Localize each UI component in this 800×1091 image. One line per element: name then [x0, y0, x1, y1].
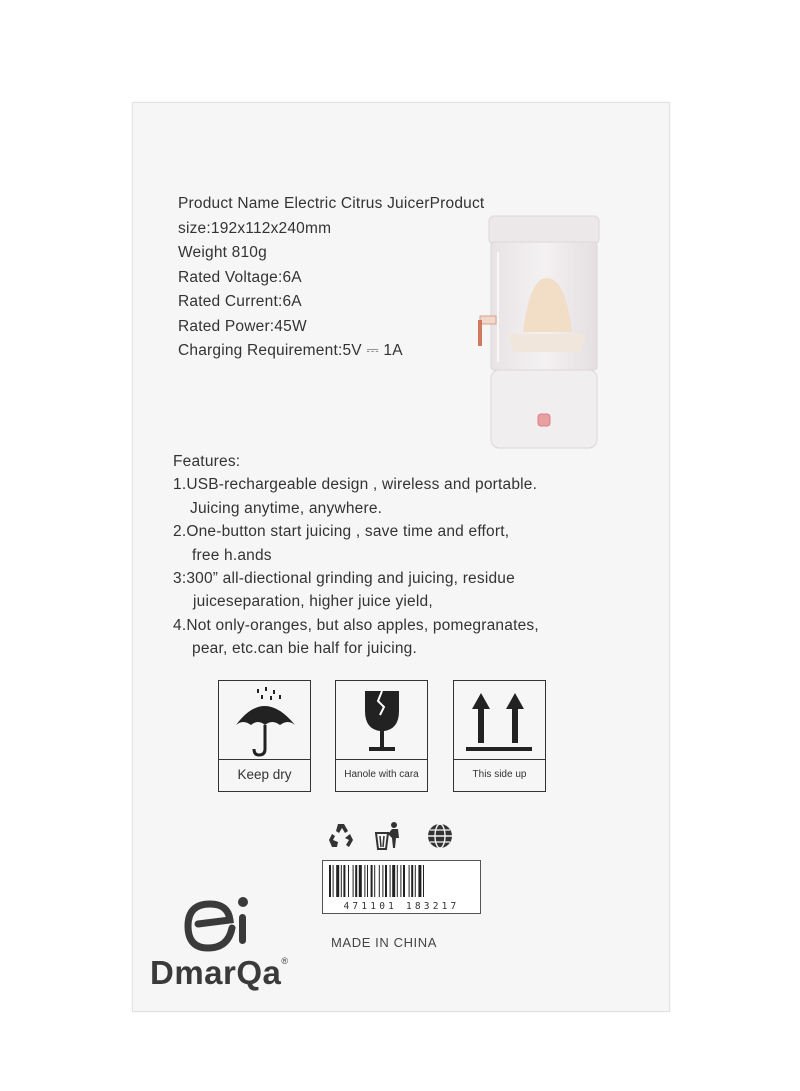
- up-arrows-icon: [454, 681, 545, 759]
- barcode-bar: [355, 865, 357, 897]
- spec-voltage: Rated Voltage:6A: [178, 268, 302, 286]
- feature-4-line-1: 4.Not only-oranges, but also apples, pomegranates,: [173, 616, 539, 634]
- keep-dry-symbol: [218, 680, 311, 792]
- barcode-bar: [348, 865, 349, 897]
- barcode-bar: [418, 865, 421, 897]
- barcode-bar: [364, 865, 365, 897]
- feature-3-line-2: juiceseparation, higher juice yield,: [193, 593, 433, 611]
- registered-mark: ®: [281, 956, 289, 966]
- recycle-icon: [325, 820, 357, 852]
- barcode: [322, 860, 481, 914]
- barcode-bar: [403, 865, 405, 897]
- spec-weight: Weight 810g: [178, 244, 267, 261]
- feature-4-line-2: pear, etc.can bie half for juicing.: [192, 640, 417, 658]
- globe-icon: [424, 820, 456, 852]
- spec-size: size:192x112x240mm: [178, 219, 332, 237]
- made-in-text: MADE IN CHINA: [331, 935, 438, 950]
- barcode-bar: [343, 865, 345, 897]
- this-side-up-symbol: [453, 680, 546, 792]
- keep-dry-label: Keep dry: [219, 759, 310, 792]
- barcode-bar: [333, 865, 334, 897]
- feature-1-line-2: Juicing anytime, anywhere.: [190, 499, 383, 517]
- barcode-bar: [423, 865, 424, 897]
- barcode-bar: [353, 865, 354, 897]
- features-heading: Features:: [173, 453, 241, 470]
- spec-product-name: Product Name Electric Citrus JuicerProduct: [178, 195, 485, 212]
- barcode-bar: [382, 865, 383, 897]
- barcode-bars: [323, 861, 480, 899]
- tidy-bin-icon: [372, 820, 404, 852]
- barcode-bar: [336, 865, 339, 897]
- spec-list: [178, 192, 484, 364]
- this-side-up-label: This side up: [454, 759, 545, 792]
- feature-3-line-1: 3:300” all-diectional grinding and juicing, residue: [173, 570, 515, 588]
- barcode-bar: [392, 865, 395, 897]
- spec-power: Rated Power:45W: [178, 317, 307, 335]
- barcode-bar: [329, 865, 331, 897]
- brand-wordmark: DmarQa: [150, 954, 282, 991]
- fragile-symbol: [335, 680, 428, 792]
- fragile-glass-icon: [336, 681, 427, 759]
- handle-with-care-label: Hanole with cara: [336, 759, 427, 792]
- barcode-bar: [379, 865, 380, 897]
- barcode-bar: [409, 865, 410, 897]
- spec-charging: Charging Requirement:5V ⎓ 1A: [178, 342, 403, 359]
- feature-list: [173, 450, 539, 661]
- brand-logo-mark: [180, 888, 260, 956]
- feature-1-line-1: 1.USB-rechargeable design , wireless and portable.: [173, 476, 538, 494]
- juicer-product-image: [468, 212, 608, 458]
- barcode-bar: [397, 865, 398, 897]
- barcode-bar: [400, 865, 401, 897]
- barcode-bar: [411, 865, 413, 897]
- feature-2-line-2: free h.ands: [192, 546, 272, 564]
- umbrella-icon: [219, 681, 310, 759]
- barcode-bar: [390, 865, 391, 897]
- spec-current: Rated Current:6A: [178, 293, 302, 310]
- brand-name: [150, 954, 289, 992]
- barcode-bar: [367, 865, 368, 897]
- feature-2-line-1: 2.One-button start juicing , save time and effort,: [173, 523, 510, 541]
- barcode-bar: [359, 865, 362, 897]
- barcode-digits: 471101 183217: [343, 901, 460, 912]
- barcode-bar: [374, 865, 375, 897]
- barcode-bar: [341, 865, 342, 897]
- barcode-bar: [385, 865, 387, 897]
- barcode-bar: [415, 865, 416, 897]
- barcode-bar: [371, 865, 373, 897]
